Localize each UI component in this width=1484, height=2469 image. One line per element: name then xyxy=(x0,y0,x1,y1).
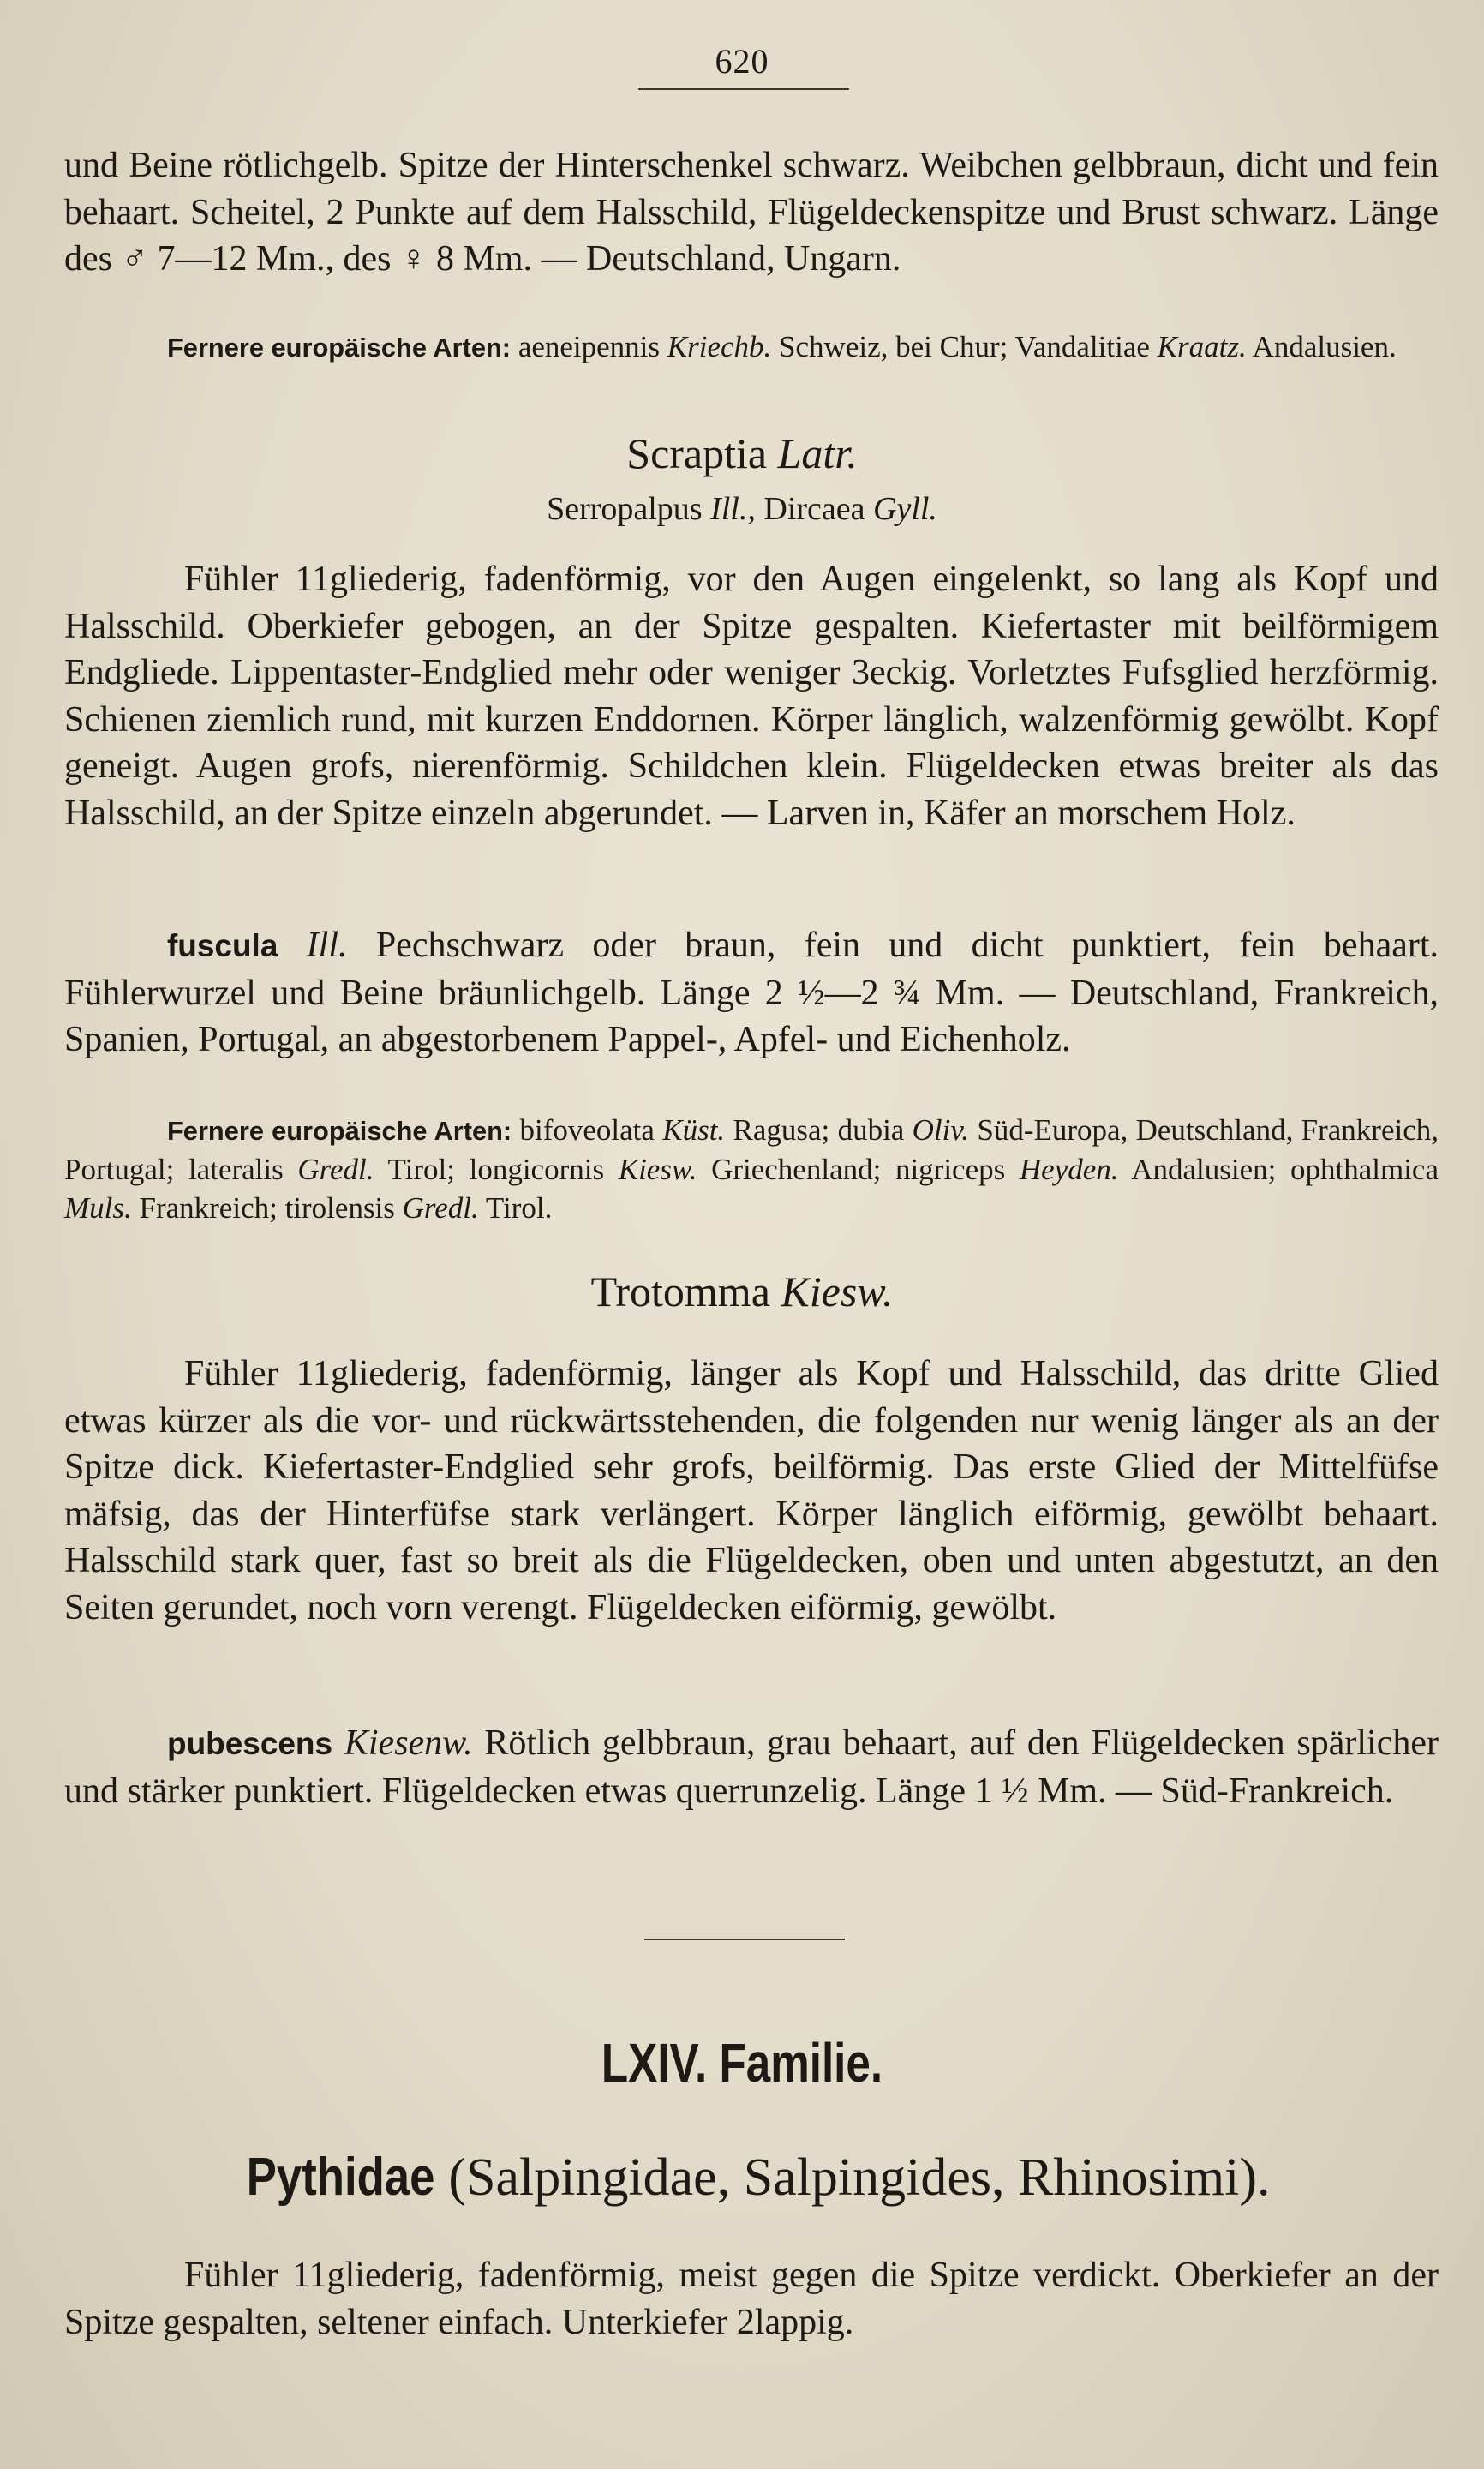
paragraph-text: und Beine rötlichgelb. Spitze der Hinterschenkel schwarz. Weibchen gelbbraun, dicht und fein behaart. Scheitel, 2 Punkte auf dem Halsschild, Flügeldeckenspitze und Brust schwarz. Länge des ♂ 7—12 Mm., des ♀ 8 Mm. — Deutschland, Ungarn. xyxy=(64,146,1439,279)
family-number-heading: LXIV. Familie. xyxy=(601,2032,883,2094)
genus-synonyms: Serropalpus Ill., Dircaea Gyll. xyxy=(547,491,937,527)
species-entry-fuscula: fuscula Ill. Pechschwarz oder braun, fein und dicht punktiert, fein behaart. Fühlerwurzel und Beine bräunlichgelb. Länge 2 ½—2 ¾ Mm. — Deutschland, Frankreich, Spanien, Portugal, an abgestorbenem Pappel-, Apfel- und Eichenholz. xyxy=(64,926,1439,1060)
genus-heading-trotomma: Trotomma Kiesw. xyxy=(590,1267,894,1315)
family-description: Fühler 11gliederig, fadenförmig, meist gegen die Spitze verdickt. Oberkiefer an der Spitze gespalten, seltener einfach. Unterkiefer 2lappig. xyxy=(64,2256,1439,2342)
species-entry-pubescens: pubescens Kiesenw. Rötlich gelbbraun, grau behaart, auf den Flügeldecken spärlicher und stärker punktiert. Flügeldecken etwas querrunzelig. Länge 1 ½ Mm. — Süd-Frankreich. xyxy=(64,1723,1439,1811)
genus-description-scraptia: Fühler 11gliederig, fadenförmig, vor den Augen eingelenkt, so lang als Kopf und Halsschild. Oberkiefer gebogen, an der Spitze gespalten. Kiefertaster mit beilförmigem Endgliede. Lippentaster-Endglied mehr oder weniger 3eckig. Vorletztes Fufsglied herzförmig. Schienen ziemlich rund, mit kurzen Enddornen. Körper länglich, walzenförmig gewölbt. Kopf geneigt. Augen grofs, nierenförmig. Schildchen klein. Flügeldecken etwas breiter als das Halsschild, an der Spitze einzeln abgerundet. — Larven in, Käfer an morschem Holz. xyxy=(64,560,1439,833)
other-species-label: Fernere europäische Arten: xyxy=(167,1116,512,1146)
page-number-rule xyxy=(638,88,849,90)
family-name-heading xyxy=(0,2147,1484,2208)
section-divider xyxy=(644,1939,845,1940)
other-species-label: Fernere europäische Arten: xyxy=(167,333,512,363)
other-species-list-1: Fernere europäische Arten: aeneipennis Kriechb. Schweiz, bei Chur; Vandalitiae Kraatz. Andalusien. xyxy=(167,330,1397,363)
species-name: pubescens xyxy=(167,1726,333,1761)
genus-heading-scraptia: Scraptia Latr. xyxy=(626,429,858,477)
family-synonyms: (Salpingidae, Salpingides, Rhinosimi). xyxy=(434,2148,1271,2207)
family-name: Pythidae xyxy=(247,2148,435,2207)
genus-description-trotomma: Fühler 11gliederig, fadenförmig, länger als Kopf und Halsschild, das dritte Glied etwas kürzer als die vor- und rückwärtsstehenden, die folgenden nur wenig länger als an der Spitze dick. Kiefertaster-Endglied sehr grofs, beilförmig. Das erste Glied der Mittelfüfse mäfsig, das der Hinterfüfse stark verlängert. Körper länglich eiförmig, gewölbt behaart. Halsschild stark quer, fast so breit als die Flügeldecken, oben und unten abgestutzt, an den Seiten gerundet, noch vorn verengt. Flügeldecken eiförmig, gewölbt. xyxy=(64,1354,1439,1627)
species-description-continued xyxy=(64,142,1439,283)
page-number: 620 xyxy=(715,42,769,81)
species-name: fuscula xyxy=(167,928,278,963)
other-species-list-2: Fernere europäische Arten: bifoveolata Küst. Ragusa; dubia Oliv. Süd-Europa, Deutschland, Frankreich, Portugal; lateralis Gredl. Tirol; longicornis Kiesw. Griechenland; nigriceps Heyden. Andalusien; ophthalmica Muls. Frankreich; tirolensis Gredl. Tirol. xyxy=(64,1113,1439,1225)
